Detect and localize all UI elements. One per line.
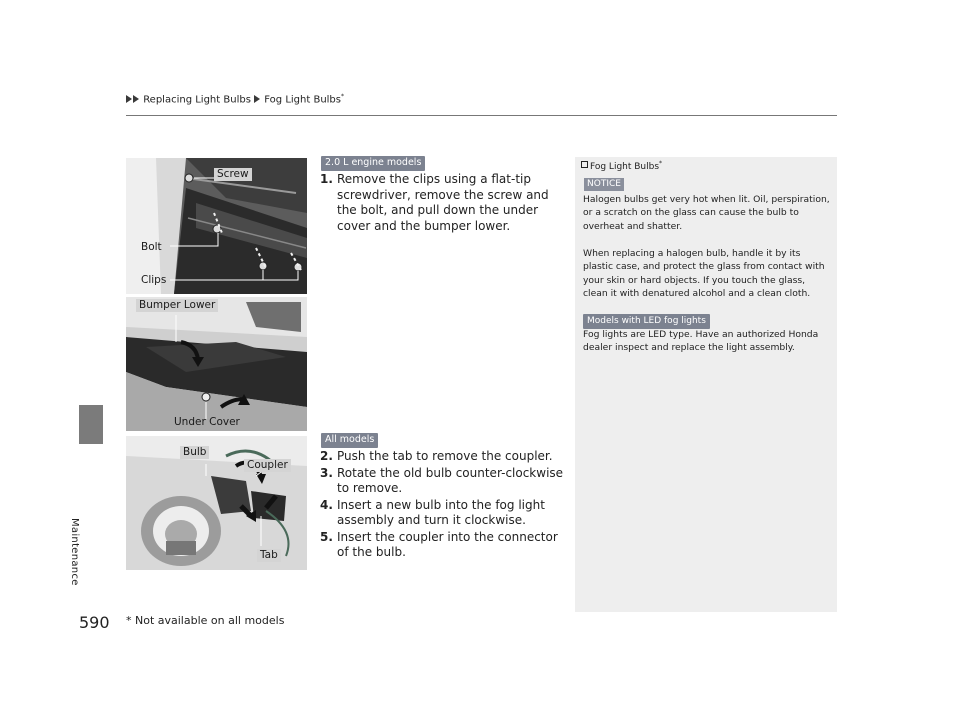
step-number: 5.: [320, 529, 333, 544]
triangle-icon: [254, 95, 260, 103]
step-2: [320, 449, 570, 465]
footnote-mark: *: [341, 93, 344, 100]
label-under-cover: Under Cover: [174, 416, 240, 428]
label-clips: Clips: [141, 274, 167, 286]
step-text: Push the tab to remove the coupler.: [337, 449, 553, 463]
label-bolt: Bolt: [141, 241, 162, 253]
step-text: Insert the coupler into the connector of the bulb.: [337, 529, 558, 559]
halogen-text: When replacing a halogen bulb, handle it by its plastic case, and protect the glass from contact with your skin or hard objects. If you touch the glass, clean it with denatured alcohol and a clean cloth.: [583, 248, 825, 299]
breadcrumb: [126, 93, 344, 105]
breadcrumb-part1[interactable]: Replacing Light Bulbs: [143, 94, 251, 106]
page-number: 590: [79, 613, 110, 632]
step-number: 1.: [320, 172, 333, 186]
tag-engine-models: 2.0 L engine models: [321, 156, 425, 171]
step-number: 4.: [320, 497, 333, 512]
steps-top: [320, 172, 570, 235]
step-text: Remove the clips using a flat-tip screwdriver, remove the screw and the bolt, and pull down the under cover and the bumper lower.: [337, 172, 549, 233]
notice-text: Halogen bulbs get very hot when lit. Oil, perspiration, or a scratch on the glass can cause the bulb to overheat and shatter.: [583, 194, 830, 232]
tag-all-models: All models: [321, 433, 378, 448]
step-4: [320, 498, 570, 529]
sidebar-title: [581, 160, 662, 172]
step-number: 3.: [320, 465, 333, 480]
label-coupler: Coupler: [244, 459, 291, 472]
tag-led-models: Models with LED fog lights: [583, 314, 710, 329]
photo-bumper-lower: [126, 297, 307, 431]
footnote-mark: *: [659, 160, 663, 167]
section-tab: [79, 405, 103, 444]
reference-square-icon: [581, 161, 588, 168]
photo-illustration: [126, 297, 307, 431]
header-divider: [126, 115, 837, 116]
triangle-icon: [126, 95, 132, 103]
footnote: * Not available on all models: [126, 614, 285, 627]
label-bulb: Bulb: [180, 446, 209, 459]
label-tab: Tab: [257, 549, 281, 562]
label-screw: Screw: [214, 168, 252, 181]
step-1: [320, 172, 570, 234]
led-text: Fog lights are LED type. Have an authorized Honda dealer inspect and replace the light assembly.: [583, 329, 819, 354]
breadcrumb-part2: Fog Light Bulbs: [264, 94, 341, 106]
section-label: Maintenance: [69, 518, 80, 586]
triangle-icon: [133, 95, 139, 103]
sidebar-title-text: Fog Light Bulbs: [590, 162, 660, 172]
step-number: 2.: [320, 449, 333, 463]
step-text: Rotate the old bulb counter-clockwise to remove.: [337, 465, 564, 495]
notice-badge: NOTICE: [584, 178, 624, 191]
steps-bottom: [320, 449, 570, 562]
step-3: [320, 466, 570, 497]
label-bumper-lower: Bumper Lower: [136, 299, 218, 312]
step-5: [320, 530, 570, 561]
step-text: Insert a new bulb into the fog light assembly and turn it clockwise.: [337, 497, 545, 527]
